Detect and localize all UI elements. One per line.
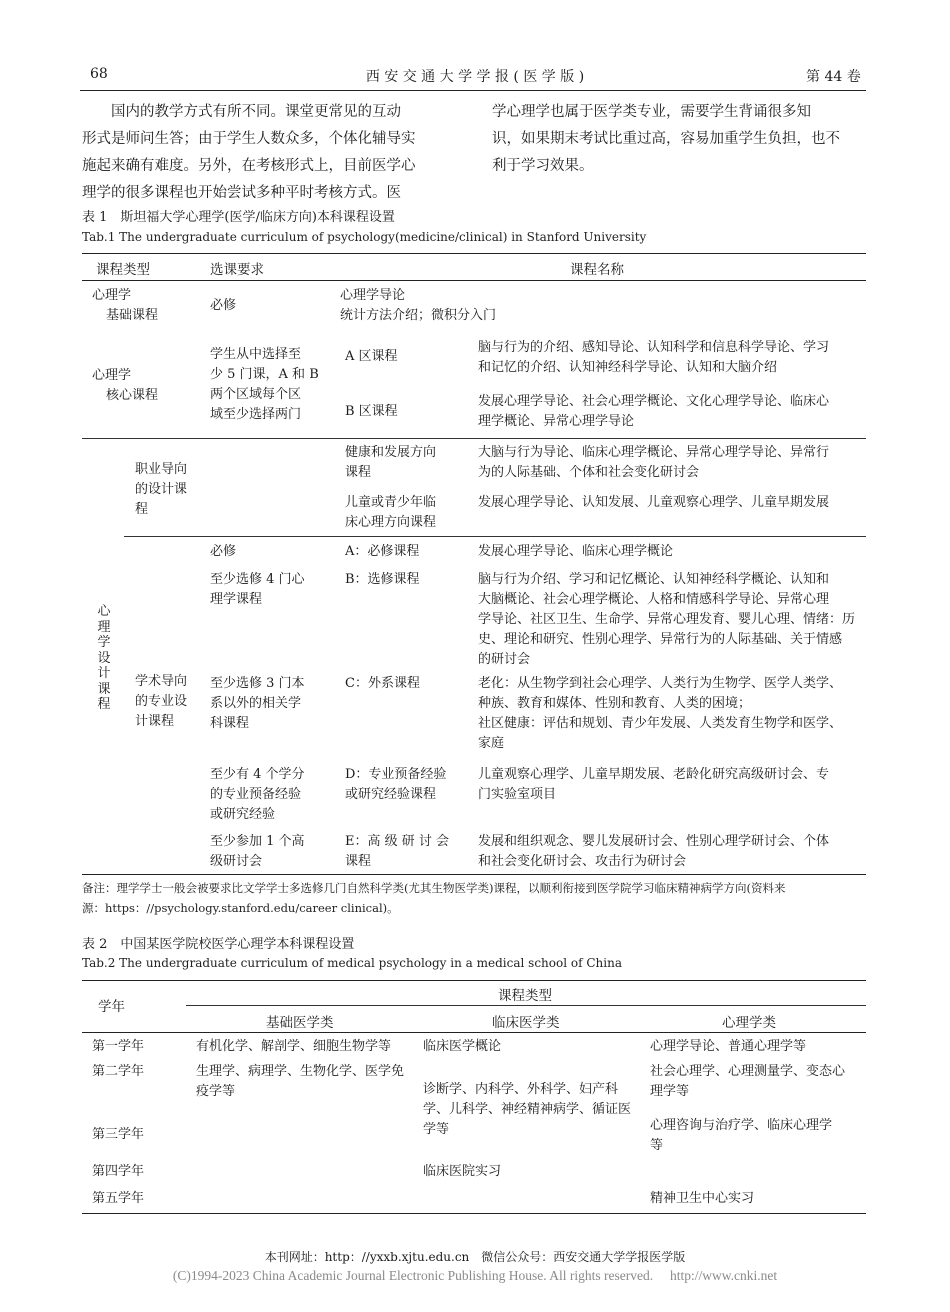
table2-header-type: 课程类型: [498, 988, 552, 1004]
body-line: 施起来确有难度。另外，在考核形式上，目前医学心: [82, 158, 416, 174]
body-right-column: [492, 99, 840, 180]
table2-header-basic: 基础医学类: [266, 1015, 334, 1031]
table2-year-2: 第二学年: [92, 1064, 145, 1079]
table1-academic-b-area: B：选修课程: [345, 572, 420, 587]
body-line: 利于学习效果。: [492, 158, 594, 174]
table2-bottom-rule: [82, 1213, 866, 1214]
table1-academic-type: 学术导向 的专业设 计课程: [135, 674, 188, 729]
table2-year-4: 第四学年: [92, 1164, 145, 1179]
table2-clinical-y1: 临床医学概论: [423, 1039, 502, 1054]
table1-academic-a-area: A：必修课程: [345, 544, 420, 559]
table1-caption-en: Tab.1 The undergraduate curriculum of psychology(medicine/clinical) in Stanford University: [82, 230, 647, 244]
body-line: 识，如果期末考试比重过高，容易加重学生负担，也不: [492, 131, 840, 147]
table1-header-req: 选课要求: [210, 262, 264, 278]
table2-header-rule: [82, 1032, 866, 1033]
body-line: 形式是师问生答；由于学生人数众多，个体化辅导实: [82, 131, 416, 147]
table1-core-b-area: B 区课程: [345, 404, 398, 419]
table1-basic-courses: 心理学导论 统计方法介绍；微积分入门: [340, 288, 497, 323]
table1-core-type: 心理学 核心课程: [92, 368, 159, 403]
table2-basic-y2: 生理学、病理学、生物化学、医学免 疫学等: [196, 1064, 405, 1099]
table1-academic-c-courses: 老化：从生物学到社会心理学、人类行为生物学、医学人类学、 种族、教育和媒体、性别和教育、人类的困境； 社区健康：评估和规划、青少年发展、人类发育生物学和医学、 家庭: [478, 676, 843, 751]
table2-header-psych: 心理学类: [722, 1015, 776, 1031]
table1-career-type: 职业导向 的设计课 程: [135, 462, 188, 517]
table1-header-type: 课程类型: [96, 262, 150, 278]
journal-website-footer: 本刊网址：http：//yxxb.xjtu.edu.cn 微信公众号：西安交通大学学报医学版: [264, 1250, 686, 1264]
table1-header-rule: [82, 280, 866, 281]
table2-psych-y3: 心理咨询与治疗学、临床心理学 等: [650, 1118, 833, 1153]
table1-academic-c-area: C：外系课程: [345, 676, 420, 691]
table1-basic-req: 必修: [210, 298, 237, 313]
table1-career-child-area: 儿童或青少年临 床心理方向课程: [345, 495, 437, 530]
table1-academic-b-courses: 脑与行为介绍、学习和记忆概论、认知神经科学概论、认知和 大脑概论、社会心理学概论、人格和情感科学导论、异常心理 学导论、社区卫生、生命学、异常心理发育、婴儿心理、情绪：历 史、理论和研究、性别心理学、异常行为的人际基础、关于情感 的研讨会: [478, 572, 856, 667]
table1-row-divider: [124, 536, 866, 537]
table1-academic-a-req: 必修: [210, 544, 237, 559]
table2-psych-y1: 心理学导论、普通心理学等: [650, 1039, 807, 1054]
copyright-footer: (C)1994-2023 China Academic Journal Electronic Publishing House. All rights reserved. http://www.cnki.net: [172, 1268, 778, 1283]
table2-subheader-rule: [186, 1005, 866, 1006]
body-line: 理学的很多课程也开始尝试多种平时考核方式。医: [82, 185, 401, 201]
table1-header-name: 课程名称: [570, 262, 624, 278]
table1-note-line: 备注：理学学士一般会被要求比文学学士多选修几门自然科学类(尤其生物医学类)课程，以顺利衔接到医学院学习临床精神病学方向(资料来: [82, 881, 786, 895]
journal-title: 西 安 交 通 大 学 学 报 ( 医 学 版 ): [365, 69, 585, 85]
table1-academic-b-req: 至少选修 4 门心 理学课程: [210, 572, 305, 607]
table1-design-type-vertical: 心 理 学 设 计 课 程: [97, 604, 111, 712]
table1-row-divider: [82, 438, 866, 439]
table2-header-clinical: 临床医学类: [492, 1015, 560, 1031]
header-rule: [80, 90, 866, 91]
table2-clinical-y4: 临床医院实习: [423, 1164, 502, 1179]
table2-header-year: 学年: [98, 999, 125, 1015]
body-line: 国内的教学方式有所不同。课堂更常见的互动: [111, 104, 401, 120]
table1-basic-type: 心理学 基础课程: [92, 288, 159, 323]
table2-clinical-y2-3: 诊断学、内科学、外科学、妇产科 学、儿科学、神经精神病学、循证医 学等: [423, 1082, 632, 1137]
table1-core-a-area: A 区课程: [345, 349, 398, 364]
table1-career-health-courses: 大脑与行为导论、临床心理学概论、异常心理学导论、异常行 为的人际基础、个体和社会变化研讨会: [478, 445, 830, 480]
table1-core-b-courses: 发展心理学导论、社会心理学概论、文化心理学导论、临床心 理学概论、异常心理学导论: [478, 394, 830, 429]
table1-academic-d-req: 至少有 4 个学分 的专业预备经验 或研究经验: [210, 767, 305, 822]
table2-top-rule: [82, 980, 866, 981]
table2-psych-y2: 社会心理学、心理测量学、变态心 理学等: [650, 1064, 846, 1099]
table1-core-req: 学生从中选择至 少 5 门课，A 和 B 两个区域每个区 域至少选择两门: [210, 347, 319, 422]
table1-career-health-area: 健康和发展方向 课程: [345, 445, 437, 480]
table1-academic-a-courses: 发展心理学导论、临床心理学概论: [478, 544, 674, 559]
volume-label: 第 44 卷: [806, 69, 861, 85]
table2-year-1: 第一学年: [92, 1039, 145, 1054]
table2-caption-cn: 表 2 中国某医学院校医学心理学本科课程设置: [82, 937, 355, 952]
table1-academic-e-req: 至少参加 1 个高 级研讨会: [210, 834, 305, 869]
table1-academic-d-courses: 儿童观察心理学、儿童早期发展、老龄化研究高级研讨会、专 门实验室项目: [478, 767, 830, 802]
table2-psych-y5: 精神卫生中心实习: [650, 1191, 755, 1206]
body-left-column: [82, 99, 416, 207]
table1-academic-e-area: E：高 级 研 讨 会 课程: [345, 834, 450, 869]
table1-bottom-rule: [82, 874, 866, 875]
body-line: 学心理学也属于医学类专业，需要学生背诵很多知: [492, 104, 811, 120]
table1-academic-c-req: 至少选修 3 门本 系以外的相关学 科课程: [210, 676, 305, 731]
table1-academic-d-area: D：专业预备经验 或研究经验课程: [345, 767, 447, 802]
page-number: 68: [90, 66, 108, 82]
table2-caption-en: Tab.2 The undergraduate curriculum of medical psychology in a medical school of China: [82, 956, 622, 970]
table2-year-3: 第三学年: [92, 1127, 145, 1142]
table1-career-child-courses: 发展心理学导论、认知发展、儿童观察心理学、儿童早期发展: [478, 495, 830, 510]
table1-core-a-courses: 脑与行为的介绍、感知导论、认知科学和信息科学导论、学习 和记忆的介绍、认知神经科学导论、认知和大脑介绍: [478, 340, 830, 375]
table1-caption-cn: 表 1 斯坦福大学心理学(医学/临床方向)本科课程设置: [82, 210, 395, 225]
table2-year-5: 第五学年: [92, 1191, 145, 1206]
table1-note-line: 源：https：//psychology.stanford.edu/career clinical)。: [82, 901, 399, 915]
table1-top-rule: [82, 253, 866, 254]
table2-basic-y1: 有机化学、解剖学、细胞生物学等: [196, 1039, 392, 1054]
table1-academic-e-courses: 发展和组织观念、婴儿发展研讨会、性别心理学研讨会、个体 和社会变化研讨会、攻击行为研讨会: [478, 834, 830, 869]
